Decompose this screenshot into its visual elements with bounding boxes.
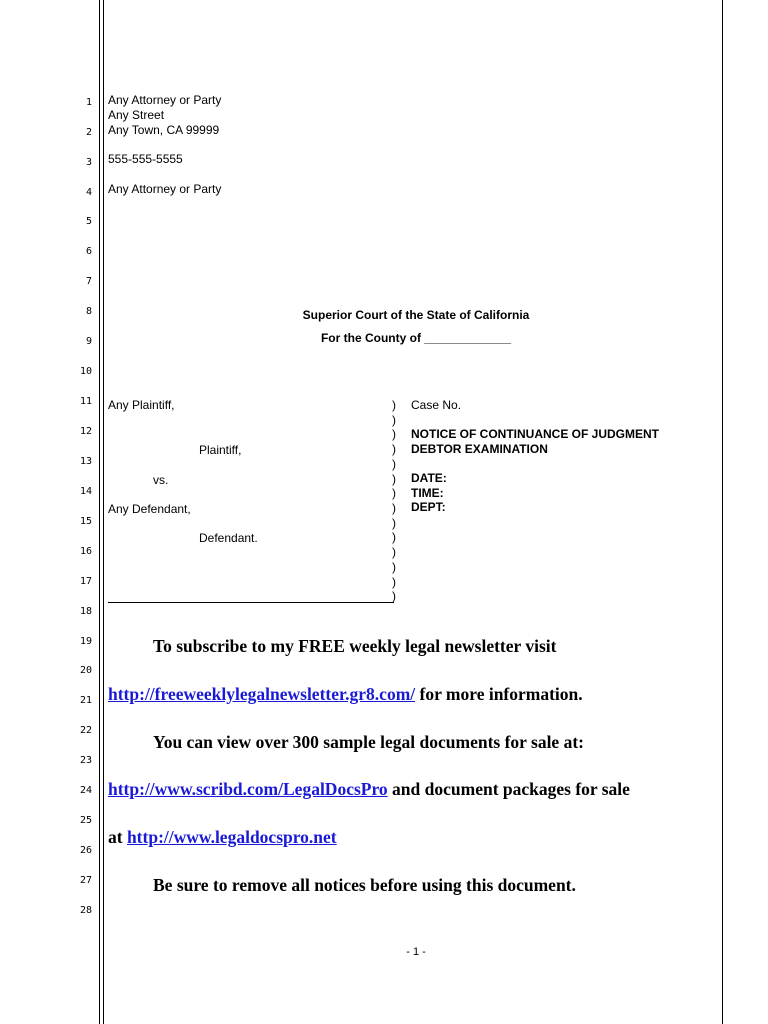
- attorney-city: Any Town, CA 99999: [108, 123, 220, 137]
- notice-text: Be sure to remove all notices before using this document.: [153, 875, 576, 895]
- case-number-label: Case No.: [411, 398, 462, 412]
- line-number: 3: [85, 157, 92, 168]
- attorney-for: Any Attorney or Party: [108, 182, 222, 196]
- hearing-dept-label: DEPT:: [411, 500, 446, 514]
- line-number: 5: [85, 216, 92, 227]
- plaintiff-name: Any Plaintiff,: [108, 398, 175, 412]
- legaldocspro-link[interactable]: http://www.legaldocspro.net: [126, 827, 337, 847]
- court-name: Superior Court of the State of California: [302, 308, 530, 322]
- caption-paren: ): [392, 516, 396, 530]
- notice-text: To subscribe to my FREE weekly legal newsletter visit: [153, 636, 557, 656]
- versus-label: vs.: [153, 473, 169, 487]
- line-number: 13: [79, 456, 92, 467]
- scribd-link[interactable]: http://www.scribd.com/LegalDocsPro: [108, 779, 388, 799]
- notice-text: for more information.: [415, 684, 583, 704]
- line-number: 10: [79, 366, 92, 377]
- document-title-line1: NOTICE OF CONTINUANCE OF JUDGMENT: [411, 427, 659, 441]
- line-number: 26: [79, 845, 92, 856]
- line-number: 25: [79, 815, 92, 826]
- line-number: 2: [85, 127, 92, 138]
- hearing-date-label: DATE:: [411, 471, 447, 485]
- caption-paren: ): [392, 398, 396, 412]
- attorney-phone: 555-555-5555: [108, 152, 183, 166]
- caption-paren: ): [392, 575, 396, 589]
- caption-paren: ): [392, 413, 396, 427]
- line-number: 28: [79, 905, 92, 916]
- line-number: 23: [79, 755, 92, 766]
- line-number: 14: [79, 486, 92, 497]
- line-number: 22: [79, 725, 92, 736]
- line-number: 24: [79, 785, 92, 796]
- line-number: 4: [85, 187, 92, 198]
- line-number: 20: [79, 665, 92, 676]
- hearing-time-label: TIME:: [411, 486, 444, 500]
- left-margin-rule-inner: [103, 0, 104, 1024]
- notice-line-samples: [153, 731, 584, 753]
- caption-paren: ): [392, 560, 396, 574]
- caption-paren: ): [392, 472, 396, 486]
- notice-line-legaldocspro: [108, 826, 337, 848]
- notice-text: at: [108, 827, 127, 847]
- document-title-line2: DEBTOR EXAMINATION: [411, 442, 548, 456]
- right-margin-rule: [722, 0, 723, 1024]
- caption-paren: ): [392, 545, 396, 559]
- page-number: - 1 -: [406, 946, 426, 958]
- line-number: 16: [79, 546, 92, 557]
- attorney-name: Any Attorney or Party: [108, 93, 222, 107]
- caption-paren: ): [392, 501, 396, 515]
- defendant-role: Defendant.: [199, 531, 258, 545]
- caption-paren: ): [392, 486, 396, 500]
- line-number: 27: [79, 875, 92, 886]
- line-number: 19: [79, 636, 92, 647]
- line-number: 6: [85, 246, 92, 257]
- caption-paren: ): [392, 589, 396, 603]
- court-county: For the County of _____________: [320, 331, 512, 345]
- line-number: 12: [79, 426, 92, 437]
- line-number: 21: [79, 695, 92, 706]
- newsletter-link[interactable]: http://freeweeklylegalnewsletter.gr8.com/: [108, 684, 416, 704]
- line-number: 1: [85, 97, 92, 108]
- notice-line-scribd: [108, 778, 630, 800]
- caption-paren: ): [392, 442, 396, 456]
- notice-line-remove: [153, 874, 576, 896]
- caption-paren: ): [392, 427, 396, 441]
- line-number: 15: [79, 516, 92, 527]
- notice-line-subscribe: [153, 635, 556, 657]
- line-number: 11: [79, 396, 92, 407]
- line-number: 7: [85, 276, 92, 287]
- plaintiff-role: Plaintiff,: [199, 443, 242, 457]
- line-number: 18: [79, 606, 92, 617]
- notice-text: and document packages for sale: [387, 779, 630, 799]
- line-number: 8: [85, 306, 92, 317]
- caption-bottom-rule: [108, 602, 394, 603]
- line-number: 17: [79, 576, 92, 587]
- notice-line-newsletter: [108, 683, 583, 705]
- line-number: 9: [85, 336, 92, 347]
- caption-paren: ): [392, 457, 396, 471]
- attorney-street: Any Street: [108, 108, 165, 122]
- caption-paren: ): [392, 530, 396, 544]
- defendant-name: Any Defendant,: [108, 502, 191, 516]
- notice-text: You can view over 300 sample legal documents for sale at:: [153, 732, 584, 752]
- left-margin-rule: [99, 0, 100, 1024]
